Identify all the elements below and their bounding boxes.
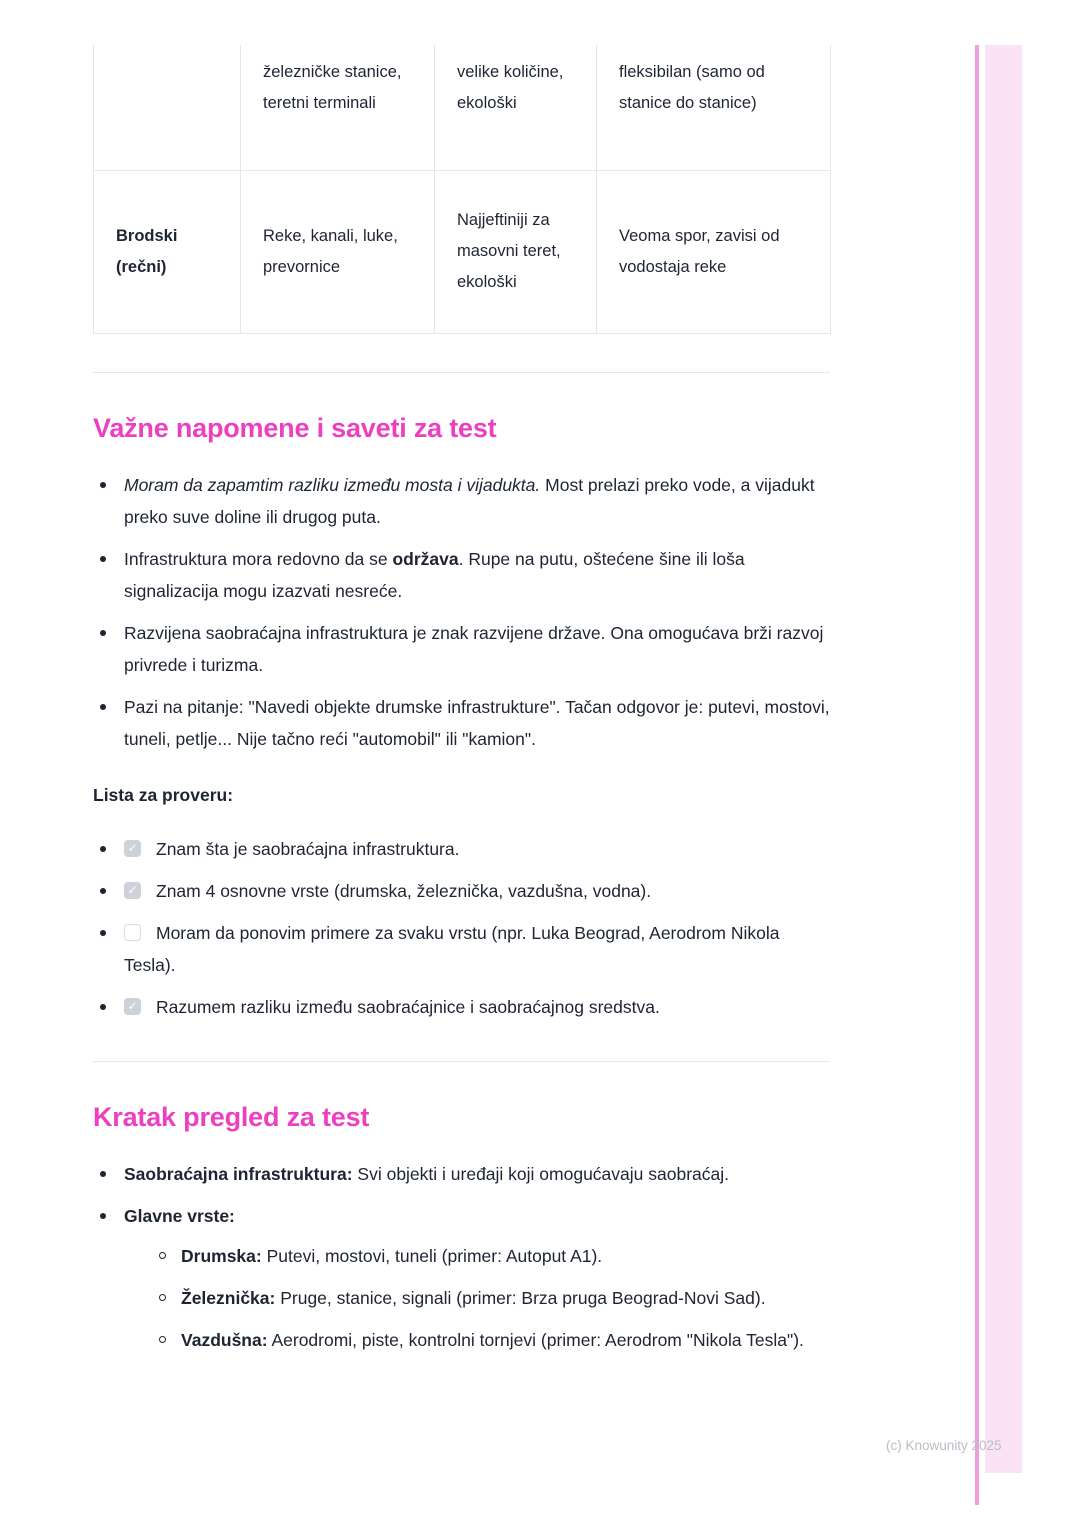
summary-sub-list (124, 1240, 830, 1356)
summary-sub-term: Vazdušna: (181, 1329, 268, 1350)
list-item (93, 691, 830, 755)
checklist-heading: Lista za proveru: (93, 784, 234, 805)
table-cell-disadvantages: fleksibilan (samo od stanice do stanice) (597, 45, 831, 170)
table-cell-mode (94, 45, 241, 170)
list-item (93, 1200, 830, 1356)
page-edge-line (975, 45, 979, 1505)
note-text: Most prelazi preko vode, a vijadukt preko suve doline ili drugog puta. (124, 474, 815, 527)
copyright-watermark: (c) Knowunity 2025 (886, 1438, 1002, 1453)
sub-list-item (157, 1240, 830, 1272)
note-text: Infrastruktura mora redovno da se (124, 548, 393, 569)
summary-sub-term: Železnička: (181, 1287, 276, 1308)
list-item (93, 1158, 830, 1190)
checkbox[interactable] (124, 998, 141, 1015)
table-cell-objects: železničke stanice, teretni terminali (241, 45, 435, 170)
checklist-item-text: Znam 4 osnovne vrste (drumska, železnička, vazdušna, vodna). (156, 880, 652, 901)
summary-sub-text: Aerodromi, piste, kontrolni tornjevi (primer: Aerodrom "Nikola Tesla"). (267, 1329, 804, 1350)
sub-list-item (157, 1282, 830, 1314)
notes-section-title: Važne napomene i saveti za test (93, 412, 497, 443)
checklist-item-text: Razumem razliku između saobraćajnice i saobraćajnog sredstva. (156, 996, 660, 1017)
note-text: . Rupe na putu, oštećene šine ili loša signalizacija mogu izazvati nesreće. (124, 548, 745, 601)
checkbox[interactable] (124, 924, 141, 941)
checklist-item (93, 875, 830, 907)
checklist-item (93, 991, 830, 1023)
checkbox[interactable] (124, 882, 141, 899)
summary-sub-text: Putevi, mostovi, tuneli (primer: Autoput A1). (261, 1245, 603, 1266)
list-item (93, 617, 830, 681)
checklist (93, 833, 830, 1023)
table-row (94, 45, 831, 170)
document-content (93, 45, 830, 1366)
table-cell-objects: Reke, kanali, luke, prevornice (241, 170, 435, 333)
transport-modes-table (93, 45, 831, 334)
table-cell-advantages: Najjeftiniji za masovni teret, ekološki (435, 170, 597, 333)
summary-text: Svi objekti i uređaji koji omogućavaju saobraćaj. (352, 1163, 729, 1184)
table-row (94, 170, 831, 333)
note-text: Razvijena saobraćajna infrastruktura je znak razvijene države. Ona omogućava brži razvoj privrede i turizma. (124, 622, 824, 675)
summary-sub-term: Drumska: (181, 1245, 262, 1266)
summary-sub-text: Pruge, stanice, signali (primer: Brza pruga Beograd-Novi Sad). (275, 1287, 766, 1308)
table-cell-mode: Brodski (rečni) (94, 170, 241, 333)
note-text-italic: Moram da zapamtim razliku između mosta i vijadukta. (124, 474, 541, 495)
summary-list (93, 1158, 830, 1356)
checklist-item (93, 917, 830, 981)
scrollbar-track[interactable] (985, 45, 1022, 1473)
section-divider (93, 372, 830, 373)
list-item (93, 543, 830, 607)
summary-section-title: Kratak pregled za test (93, 1101, 370, 1132)
section-divider (93, 1061, 830, 1062)
checklist-item-text: Znam šta je saobraćajna infrastruktura. (156, 838, 460, 859)
checkbox[interactable] (124, 840, 141, 857)
checklist-item-text: Moram da ponovim primere za svaku vrstu (npr. Luka Beograd, Aerodrom Nikola Tesla). (124, 922, 780, 975)
note-text: Pazi na pitanje: "Navedi objekte drumske infrastrukture". Tačan odgovor je: putevi, mostovi, tuneli, petlje... Nije tačno reći "automobil" ili "kamion". (124, 696, 830, 749)
table-cell-advantages: velike količine, ekološki (435, 45, 597, 170)
list-item (93, 469, 830, 533)
summary-term: Glavne vrste: (124, 1205, 235, 1226)
note-text-bold: održava (392, 548, 459, 569)
checklist-item (93, 833, 830, 865)
sub-list-item (157, 1324, 830, 1356)
summary-term: Saobraćajna infrastruktura: (124, 1163, 353, 1184)
notes-list (93, 469, 830, 755)
table-cell-disadvantages: Veoma spor, zavisi od vodostaja reke (597, 170, 831, 333)
